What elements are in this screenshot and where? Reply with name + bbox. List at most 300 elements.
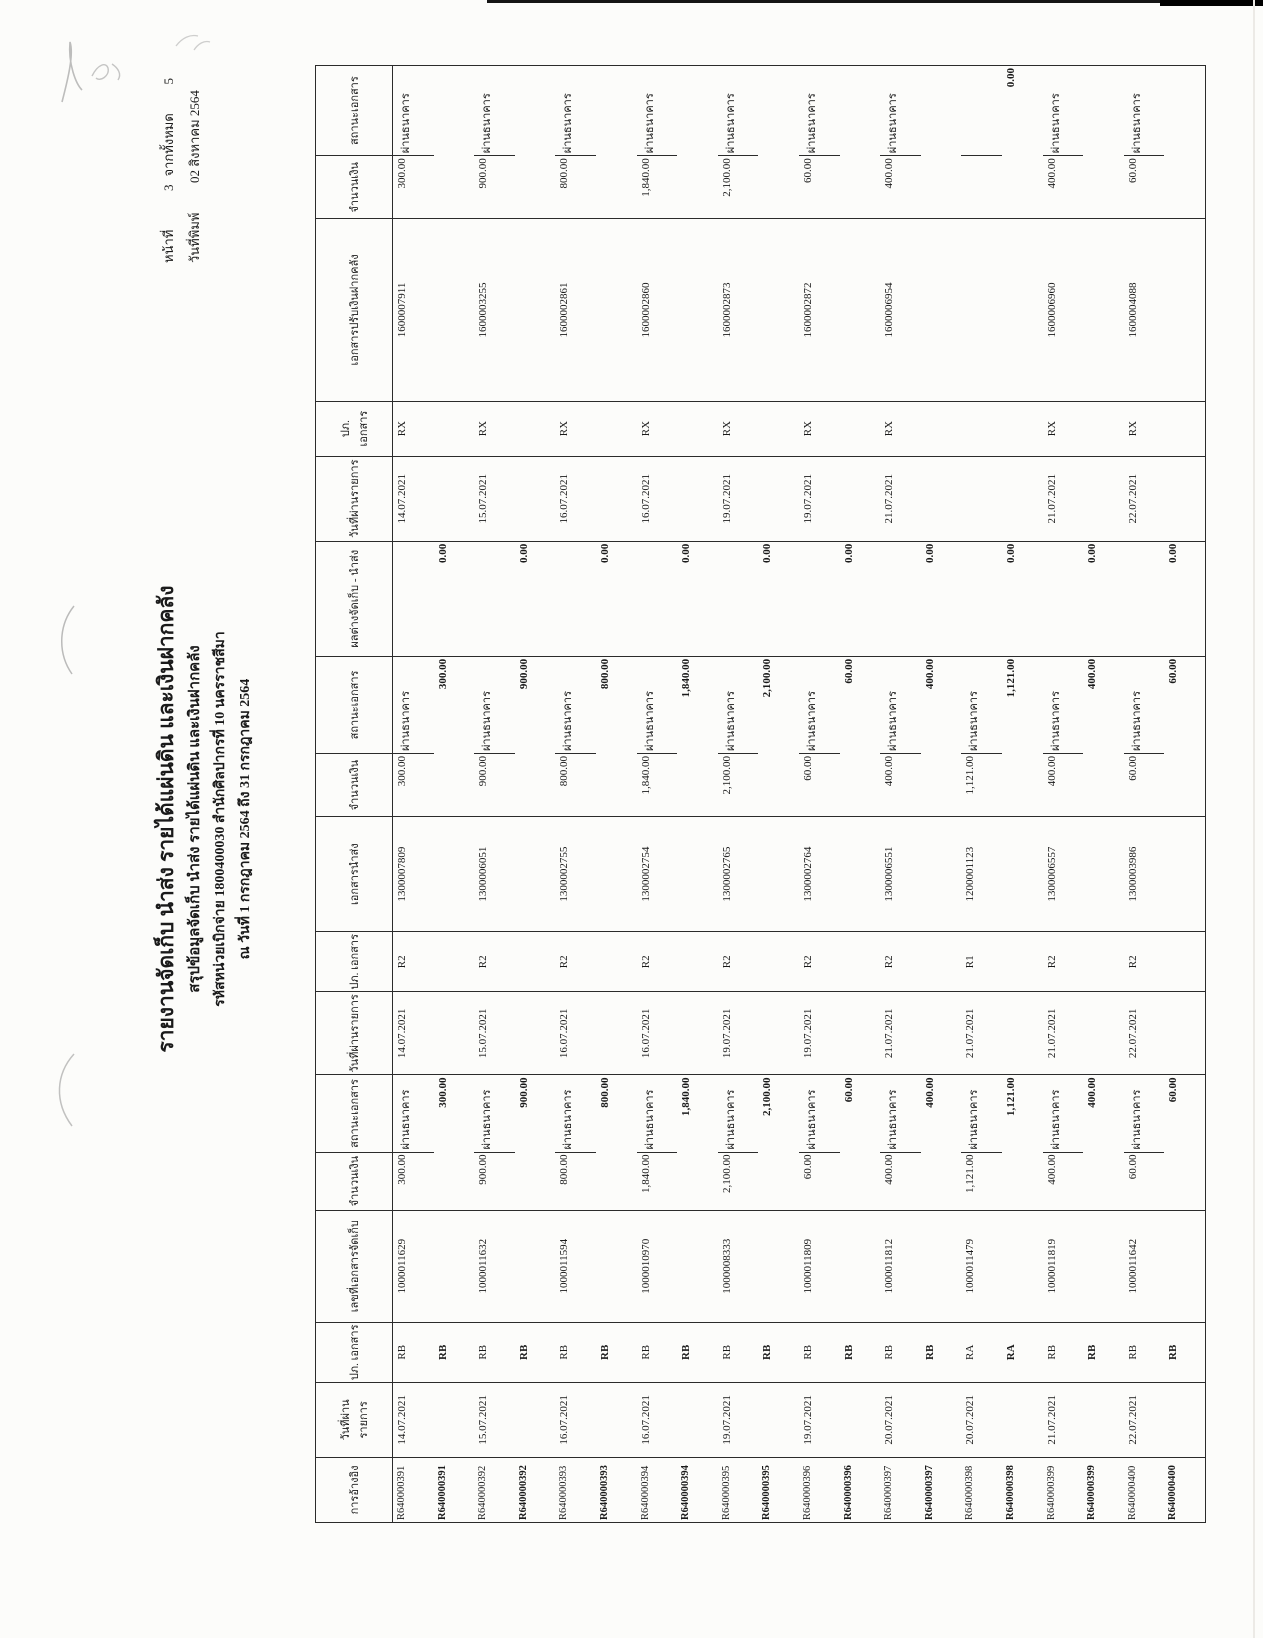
cell	[555, 541, 596, 656]
cell	[1083, 66, 1124, 219]
cell: ผ่านธนาคาร	[474, 66, 515, 156]
cell: 22.07.2021	[1124, 456, 1165, 541]
cell	[1164, 932, 1205, 992]
cell: 1300007809	[393, 817, 434, 932]
cell: 16.07.2021	[555, 992, 596, 1075]
table-row-detail	[393, 66, 434, 1523]
cell: 60.00	[799, 1152, 840, 1210]
cell: 60.00	[840, 656, 881, 816]
cell	[840, 992, 881, 1075]
cell	[1083, 1210, 1124, 1322]
cell: 1300003986	[1124, 817, 1165, 932]
cell: ผ่านธนาคาร	[555, 66, 596, 156]
cell: 1,121.00	[961, 1152, 1002, 1210]
cell	[1002, 401, 1043, 456]
cell: 21.07.2021	[1043, 992, 1084, 1075]
cell: R640000394	[677, 1457, 718, 1522]
cell: 900.00	[474, 156, 515, 219]
cell: 300.00	[434, 1075, 475, 1210]
cell	[840, 932, 881, 992]
column-header: เลขที่เอกสารจัดเก็บ	[316, 1210, 393, 1322]
cell	[1002, 219, 1043, 401]
cell	[1164, 401, 1205, 456]
cell	[596, 66, 637, 219]
table-row-total	[434, 66, 475, 1523]
cell	[637, 541, 678, 656]
table-row-total	[596, 66, 637, 1523]
cell: 1000011812	[880, 1210, 921, 1322]
cell: 0.00	[921, 541, 962, 656]
cell: 400.00	[921, 1075, 962, 1210]
cell: 16.07.2021	[637, 1382, 678, 1457]
cell: ผ่านธนาคาร	[880, 656, 921, 753]
cell: R640000400	[1124, 1457, 1165, 1522]
table-row-detail	[880, 66, 921, 1523]
cell: 400.00	[1043, 156, 1084, 219]
cell: RX	[799, 401, 840, 456]
cell: R2	[718, 932, 759, 992]
cell: 2,100.00	[758, 1075, 799, 1210]
cell	[758, 219, 799, 401]
cell: 0.00	[1083, 541, 1124, 656]
cell: ผ่านธนาคาร	[961, 1075, 1002, 1152]
cell: R640000398	[961, 1457, 1002, 1522]
cell	[1043, 541, 1084, 656]
page-number: 3	[161, 184, 176, 191]
cell: ผ่านธนาคาร	[880, 1075, 921, 1152]
cell: 0.00	[1164, 541, 1205, 656]
cell: 60.00	[1124, 754, 1165, 817]
cell: 21.07.2021	[880, 456, 921, 541]
cell: 60.00	[840, 1075, 881, 1210]
cell: RB	[921, 1322, 962, 1382]
cell	[1002, 1382, 1043, 1457]
cell: R2	[1124, 932, 1165, 992]
cell: 0.00	[1002, 66, 1043, 219]
table-header-row	[316, 66, 393, 1523]
cell	[596, 456, 637, 541]
cell	[921, 1210, 962, 1322]
cell: R640000392	[474, 1457, 515, 1522]
cell	[921, 817, 962, 932]
cell: R2	[799, 932, 840, 992]
cell: 900.00	[474, 754, 515, 817]
cell: RX	[637, 401, 678, 456]
cell: 1000010970	[637, 1210, 678, 1322]
cell: 300.00	[393, 156, 434, 219]
cell	[434, 817, 475, 932]
cell	[1002, 1210, 1043, 1322]
table-row-total	[515, 66, 556, 1523]
cell	[677, 1210, 718, 1322]
cell: 1600006960	[1043, 219, 1084, 401]
of-label: จากทั้งหมด	[161, 113, 176, 177]
cell: 1000011629	[393, 1210, 434, 1322]
cell: 0.00	[596, 541, 637, 656]
cell: 21.07.2021	[1043, 1382, 1084, 1457]
cell	[840, 219, 881, 401]
cell	[434, 992, 475, 1075]
cell: 22.07.2021	[1124, 992, 1165, 1075]
cell: 16.07.2021	[555, 1382, 596, 1457]
cell: R640000395	[718, 1457, 759, 1522]
cell: R640000391	[434, 1457, 475, 1522]
cell: 400.00	[1083, 656, 1124, 816]
cell: RB	[677, 1322, 718, 1382]
cell	[677, 817, 718, 932]
cell	[961, 456, 1002, 541]
table-row-detail	[637, 66, 678, 1523]
cell: ผ่านธนาคาร	[393, 656, 434, 753]
cell	[1164, 456, 1205, 541]
cell: ผ่านธนาคาร	[637, 656, 678, 753]
cell	[515, 817, 556, 932]
cell	[758, 456, 799, 541]
cell: RB	[474, 1322, 515, 1382]
cell	[961, 401, 1002, 456]
table-body	[393, 66, 1206, 1523]
cell: 400.00	[921, 656, 962, 816]
cell	[596, 219, 637, 401]
cell: ผ่านธนาคาร	[555, 656, 596, 753]
cell: RX	[555, 401, 596, 456]
report-subtitle: สรุปข้อมูลจัดเก็บ นำส่ง รายได้แผ่นดิน และเงินฝากคลัง	[187, 645, 203, 993]
cell: 16.07.2021	[637, 456, 678, 541]
print-date-label: วันที่พิมพ์	[187, 212, 202, 263]
cell	[758, 1382, 799, 1457]
cell	[1083, 932, 1124, 992]
table-row-total	[840, 66, 881, 1523]
cell: 900.00	[515, 1075, 556, 1210]
cell	[1164, 219, 1205, 401]
cell: 20.07.2021	[961, 1382, 1002, 1457]
cell	[840, 817, 881, 932]
cell: 1600002873	[718, 219, 759, 401]
cell: R2	[880, 932, 921, 992]
cell: 800.00	[596, 1075, 637, 1210]
cell: 1600002872	[799, 219, 840, 401]
cell	[677, 66, 718, 219]
cell: 2,100.00	[718, 754, 759, 817]
cell: 21.07.2021	[1043, 456, 1084, 541]
cell	[434, 401, 475, 456]
cell	[434, 66, 475, 219]
cell	[921, 219, 962, 401]
cell: R640000393	[596, 1457, 637, 1522]
cell: ผ่านธนาคาร	[474, 1075, 515, 1152]
cell	[758, 401, 799, 456]
cell: 1600002860	[637, 219, 678, 401]
cell: 1,840.00	[677, 656, 718, 816]
cell: 1,121.00	[961, 754, 1002, 817]
cell: 2,100.00	[758, 656, 799, 816]
cell: 1,840.00	[637, 1152, 678, 1210]
cell: ผ่านธนาคาร	[637, 66, 678, 156]
cell	[1083, 456, 1124, 541]
cell: R2	[393, 932, 434, 992]
cell	[758, 66, 799, 219]
table-row-total	[1002, 66, 1043, 1523]
cell	[596, 1210, 637, 1322]
cell	[596, 992, 637, 1075]
cell: 2,100.00	[718, 1152, 759, 1210]
cell: 0.00	[840, 541, 881, 656]
cell: 16.07.2021	[637, 992, 678, 1075]
cell: 19.07.2021	[718, 456, 759, 541]
cell: R640000393	[555, 1457, 596, 1522]
cell	[961, 66, 1002, 156]
cell: 14.07.2021	[393, 1382, 434, 1457]
cell: R1	[961, 932, 1002, 992]
print-date: 02 สิงหาคม 2564	[187, 90, 202, 183]
cell: 800.00	[555, 1152, 596, 1210]
cell: R2	[637, 932, 678, 992]
column-header: วันที่ผ่านรายการ	[316, 456, 393, 541]
cell	[1083, 1382, 1124, 1457]
cell	[677, 992, 718, 1075]
cell: RX	[718, 401, 759, 456]
column-header: วันที่ผ่านรายการ	[316, 1382, 393, 1457]
cell: 1,840.00	[677, 1075, 718, 1210]
cell	[921, 66, 962, 219]
cell: 1,121.00	[1002, 656, 1043, 816]
cell: ผ่านธนาคาร	[799, 1075, 840, 1152]
table-header-row	[316, 66, 393, 1523]
cell: RA	[961, 1322, 1002, 1382]
table-row-detail	[555, 66, 596, 1523]
cell: 1300006551	[880, 817, 921, 932]
cell	[393, 541, 434, 656]
cell	[515, 219, 556, 401]
cell: RX	[880, 401, 921, 456]
cell: RB	[880, 1322, 921, 1382]
cell	[1164, 1210, 1205, 1322]
cell: RB	[1083, 1322, 1124, 1382]
cell: 900.00	[515, 656, 556, 816]
cell	[758, 932, 799, 992]
table-row-total	[758, 66, 799, 1523]
cell: 60.00	[1164, 1075, 1205, 1210]
cell: R2	[474, 932, 515, 992]
cell: 400.00	[1043, 754, 1084, 817]
cell	[1164, 992, 1205, 1075]
cell: 1000011819	[1043, 1210, 1084, 1322]
cell: RB	[637, 1322, 678, 1382]
cell: R2	[555, 932, 596, 992]
page-label: หน้าที่	[161, 229, 176, 263]
cell	[515, 1210, 556, 1322]
cell: 1000011809	[799, 1210, 840, 1322]
cell: 0.00	[515, 541, 556, 656]
cell: 19.07.2021	[799, 992, 840, 1075]
cell	[515, 932, 556, 992]
cell	[434, 1382, 475, 1457]
cell: ผ่านธนาคาร	[1124, 66, 1165, 156]
cell	[677, 1382, 718, 1457]
cell	[840, 1210, 881, 1322]
column-header: ผลต่างจัดเก็บ - นำส่ง	[316, 541, 393, 656]
cell	[1083, 992, 1124, 1075]
cell: RB	[840, 1322, 881, 1382]
cell: 1600007911	[393, 219, 434, 401]
cell: 20.07.2021	[880, 1382, 921, 1457]
cell	[1164, 66, 1205, 219]
cell: RB	[393, 1322, 434, 1382]
cell: 1200001123	[961, 817, 1002, 932]
cell: RB	[1124, 1322, 1165, 1382]
cell: R640000397	[880, 1457, 921, 1522]
cell: 1000011479	[961, 1210, 1002, 1322]
cell: RB	[758, 1322, 799, 1382]
cell: 21.07.2021	[880, 992, 921, 1075]
cell	[921, 932, 962, 992]
cell: 400.00	[1083, 1075, 1124, 1210]
cell	[434, 219, 475, 401]
cell: ผ่านธนาคาร	[1043, 66, 1084, 156]
cell	[434, 932, 475, 992]
cell: ผ่านธนาคาร	[718, 1075, 759, 1152]
cell: RB	[1164, 1322, 1205, 1382]
cell: 800.00	[596, 656, 637, 816]
cell: 1,840.00	[637, 754, 678, 817]
column-header: สถานะเอกสาร	[316, 66, 393, 156]
cell	[596, 932, 637, 992]
cell: 400.00	[880, 1152, 921, 1210]
table-row-detail	[1043, 66, 1084, 1523]
column-header: สถานะเอกสาร	[316, 1075, 393, 1152]
table-row-detail	[961, 66, 1002, 1523]
cell	[840, 66, 881, 219]
cell: 400.00	[880, 754, 921, 817]
cell: ผ่านธนาคาร	[1043, 1075, 1084, 1152]
cell	[921, 401, 962, 456]
cell: 0.00	[1002, 541, 1043, 656]
cell: 1,840.00	[637, 156, 678, 219]
cell	[1164, 1382, 1205, 1457]
cell	[1164, 817, 1205, 932]
report-unit-line: รหัสหน่วยเบิกจ่าย 1800400030 สำนักศิลปากรที่ 10 นครราชสีมา	[213, 631, 228, 1007]
cell: 1600002861	[555, 219, 596, 401]
cell: 60.00	[1124, 156, 1165, 219]
cell: ผ่านธนาคาร	[393, 1075, 434, 1152]
cell: RB	[555, 1322, 596, 1382]
cell	[596, 1382, 637, 1457]
cell: 1300002765	[718, 817, 759, 932]
column-header: ปภ. เอกสาร	[316, 932, 393, 992]
cell	[921, 456, 962, 541]
cell: 300.00	[393, 1152, 434, 1210]
table-row-total	[1083, 66, 1124, 1523]
cell: ผ่านธนาคาร	[637, 1075, 678, 1152]
cell: ผ่านธนาคาร	[1124, 1075, 1165, 1152]
cell: ผ่านธนาคาร	[555, 1075, 596, 1152]
cell	[434, 456, 475, 541]
table-row-total	[1164, 66, 1205, 1523]
column-header: ปภ. เอกสาร	[316, 1322, 393, 1382]
cell: 0.00	[434, 541, 475, 656]
cell: 16.07.2021	[555, 456, 596, 541]
cell	[677, 456, 718, 541]
cell: 1300006051	[474, 817, 515, 932]
cell	[596, 401, 637, 456]
report-period-line: ณ วันที่ 1 กรกฎาคม 2564 ถึง 31 กรกฎาคม 2564	[238, 678, 253, 960]
cell: 1000011632	[474, 1210, 515, 1322]
total-pages: 5	[161, 78, 176, 85]
cell: 1300006557	[1043, 817, 1084, 932]
cell: R640000394	[637, 1457, 678, 1522]
cell: 800.00	[555, 156, 596, 219]
cell: ผ่านธนาคาร	[718, 656, 759, 753]
cell: R640000400	[1164, 1457, 1205, 1522]
cell: RB	[799, 1322, 840, 1382]
cell: RB	[596, 1322, 637, 1382]
cell	[1083, 401, 1124, 456]
cell: RX	[393, 401, 434, 456]
cell	[961, 219, 1002, 401]
cell	[515, 992, 556, 1075]
cell: ผ่านธนาคาร	[961, 656, 1002, 753]
cell	[840, 401, 881, 456]
cell: 60.00	[799, 754, 840, 817]
cell: ผ่านธนาคาร	[393, 66, 434, 156]
cell: R640000392	[515, 1457, 556, 1522]
cell: 1600006954	[880, 219, 921, 401]
table-row-detail	[799, 66, 840, 1523]
table-row-total	[921, 66, 962, 1523]
table-row-detail	[1124, 66, 1165, 1523]
cell: 2,100.00	[718, 156, 759, 219]
cell: 800.00	[555, 754, 596, 817]
table-row-detail	[474, 66, 515, 1523]
cell	[1002, 456, 1043, 541]
cell	[880, 541, 921, 656]
cell: 300.00	[434, 656, 475, 816]
cell: 1300002755	[555, 817, 596, 932]
cell: 1300002754	[637, 817, 678, 932]
cell: 14.07.2021	[393, 456, 434, 541]
cell: 14.07.2021	[393, 992, 434, 1075]
cell	[758, 817, 799, 932]
cell: ผ่านธนาคาร	[474, 656, 515, 753]
table-row-detail	[718, 66, 759, 1523]
cell: R640000391	[393, 1457, 434, 1522]
cell	[758, 992, 799, 1075]
cell: R640000396	[840, 1457, 881, 1522]
cell: RB	[1043, 1322, 1084, 1382]
cell: 1000011594	[555, 1210, 596, 1322]
cell: 19.07.2021	[799, 1382, 840, 1457]
cell	[1083, 219, 1124, 401]
cell: R2	[1043, 932, 1084, 992]
cell: ผ่านธนาคาร	[799, 656, 840, 753]
cell	[961, 541, 1002, 656]
cell: 60.00	[1124, 1152, 1165, 1210]
cell: 21.07.2021	[961, 992, 1002, 1075]
cell: 60.00	[799, 156, 840, 219]
cell: 19.07.2021	[718, 1382, 759, 1457]
cell: ผ่านธนาคาร	[718, 66, 759, 156]
cell: RA	[1002, 1322, 1043, 1382]
cell	[799, 541, 840, 656]
cell: ผ่านธนาคาร	[880, 66, 921, 156]
column-header: เอกสารนำส่ง	[316, 817, 393, 932]
report-title-block	[150, 0, 258, 1638]
column-header: การอ้างอิง	[316, 1457, 393, 1522]
cell	[677, 219, 718, 401]
cell: 19.07.2021	[799, 456, 840, 541]
cell	[718, 541, 759, 656]
cell: R640000396	[799, 1457, 840, 1522]
